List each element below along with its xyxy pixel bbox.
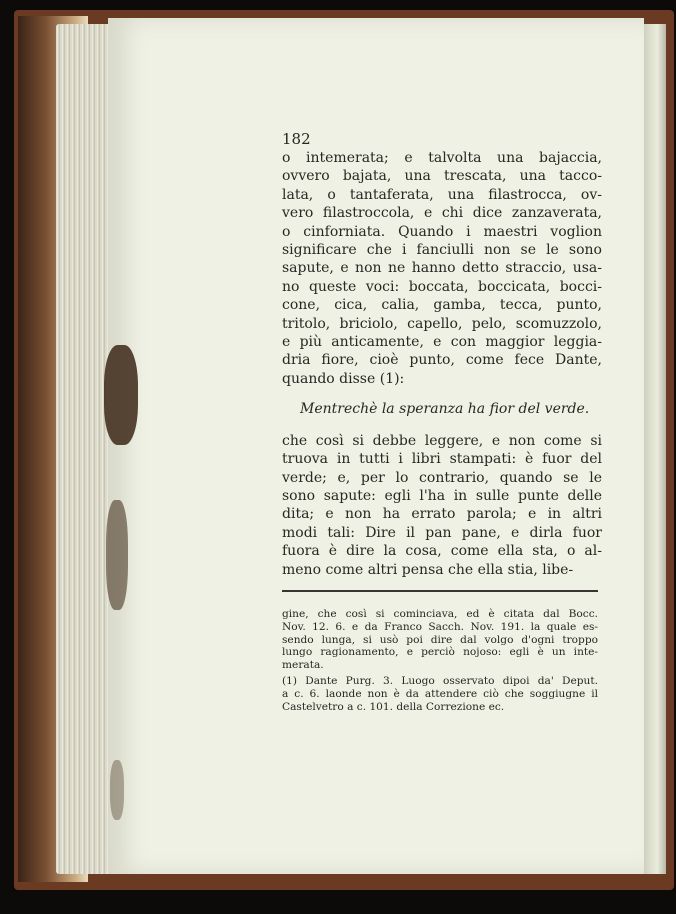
text-line: no queste voci: boccata, boccicata, bocci- <box>282 278 602 295</box>
text-line: sendo lunga, si usò poi dire dal volgo d'ogni troppo <box>282 633 598 646</box>
text-line: fuora è dire la cosa, come ella sta, o al- <box>282 543 602 560</box>
text-line: Nov. 12. 6. e da Franco Sacch. Nov. 191. la quale es- <box>282 620 598 633</box>
text-line: gine, che così si cominciava, ed è citata dal Bocc. <box>282 608 598 620</box>
page-number: 182 <box>282 130 311 148</box>
page-edges-right <box>644 24 666 874</box>
text-line: sapute, e non ne hanno detto straccio, usa- <box>282 260 602 277</box>
text-line: o intemerata; e talvolta una bajaccia, <box>282 150 602 166</box>
text-line: truova in tutti i libri stampati: è fuor del <box>282 451 602 468</box>
text-line: dita; e non ha errato parola; e in altri <box>282 506 602 523</box>
main-text <box>282 130 602 579</box>
verse-quotation: Mentrechè la speranza ha fior del verde. <box>300 401 590 418</box>
text-line: lungo ragionamento, e perciò nojoso: egli è un inte- <box>282 646 598 659</box>
text-line: quando disse (1): <box>282 370 405 387</box>
text-line: verde; e, per lo contrario, quando se le <box>282 469 602 486</box>
body-paragraph <box>282 149 602 388</box>
page-edges-left <box>56 24 116 874</box>
text-line: ovvero bajata, una trescata, una tacco- <box>282 168 602 185</box>
footnote-1 <box>282 675 598 713</box>
text-line: meno come altri pensa che ella stia, libe- <box>282 561 574 578</box>
footnote-rule <box>282 590 598 592</box>
text-line: (1) Dante Purg. 3. Luogo osservato dipoi da' Deput. <box>282 674 598 687</box>
stain-mark <box>106 500 128 610</box>
text-line: modi tali: Dire il pan pane, e dirla fuor <box>282 524 602 541</box>
text-line: che così si debbe leggere, e non come si <box>282 432 602 449</box>
text-line: a c. 6. laonde non è da attendere ciò che soggiugne il <box>282 687 598 700</box>
text-line: tritolo, briciolo, capello, pelo, scomuzzolo, <box>282 315 602 332</box>
text-line: o cinforniata. Quando i maestri voglion <box>282 223 602 240</box>
body-paragraph-continued <box>282 432 602 579</box>
text-line: dria fiore, cioè punto, come fece Dante, <box>282 352 602 369</box>
footnote-continued <box>282 608 598 672</box>
stain-mark <box>104 345 138 445</box>
text-line: e più anticamente, e con maggior leggia- <box>282 334 602 351</box>
text-line: Castelvetro a c. 101. della Correzione ec. <box>282 700 505 713</box>
footnotes <box>282 608 598 713</box>
text-line: vero filastroccola, e chi dice zanzaverata, <box>282 205 602 222</box>
text-line: lata, o tantaferata, una filastrocca, ov- <box>282 186 602 203</box>
text-line: sono sapute: egli l'ha in sulle punte delle <box>282 487 602 504</box>
text-line: merata. <box>282 659 324 672</box>
text-line: cone, cica, calia, gamba, tecca, punto, <box>282 297 602 314</box>
stain-mark <box>110 760 124 820</box>
text-line: significare che i fanciulli non se le sono <box>282 242 602 259</box>
